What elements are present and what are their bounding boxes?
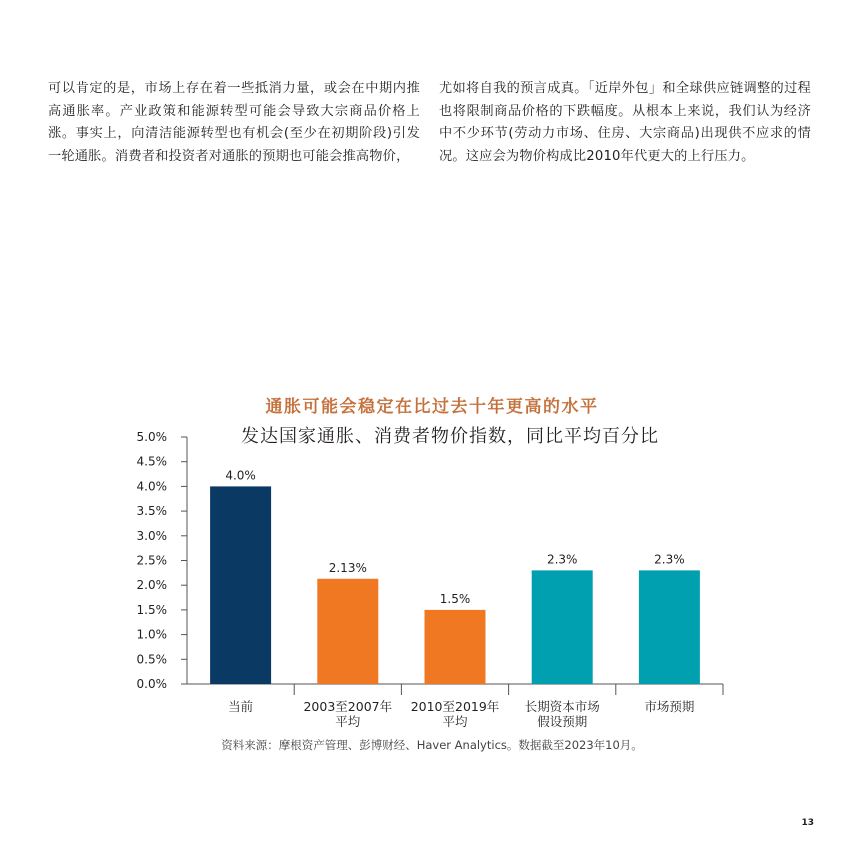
y-tick-label: 4.0% bbox=[136, 479, 167, 494]
x-category-label: 假设预期 bbox=[537, 714, 588, 729]
data-label: 2.3% bbox=[654, 552, 685, 567]
x-category-label: 2003至2007年 bbox=[303, 699, 393, 714]
x-category-label: 当前 bbox=[228, 699, 254, 714]
data-label: 1.5% bbox=[439, 591, 471, 606]
y-tick-label: 4.5% bbox=[136, 454, 167, 469]
data-label: 2.13% bbox=[328, 560, 367, 575]
bar bbox=[317, 579, 378, 684]
y-tick-label: 3.5% bbox=[136, 504, 167, 519]
y-tick-label: 0.0% bbox=[136, 677, 167, 691]
x-category-label: 2010至2019年 bbox=[410, 699, 500, 714]
y-tick-label: 1.5% bbox=[136, 602, 167, 617]
bar bbox=[639, 570, 700, 684]
body-text-left-column: 可以肯定的是，市场上存在着一些抵消力量，或会在中期内推高通胀率。产业政策和能源转型可能会导致大宗商品价格上涨。事实上，向清洁能源转型也有机会(至少在初期阶段)引发一轮通胀。消费者和投资者对通胀的预期也可能会推高物价， bbox=[48, 81, 420, 164]
data-label: 2.3% bbox=[546, 552, 578, 567]
data-label: 4.0% bbox=[225, 468, 256, 483]
y-tick-label: 2.0% bbox=[136, 578, 167, 593]
x-category-label: 平均 bbox=[335, 714, 361, 729]
chart-source-note: 资料来源：摩根资产管理、彭博财经、Haver Analytics。数据截至2023年10月。 bbox=[221, 738, 643, 752]
chart-title: 通胀可能会稳定在比过去十年更高的水平 bbox=[265, 397, 599, 417]
y-tick-label: 0.5% bbox=[136, 652, 167, 667]
body-text-right-column: 尤如将自我的预言成真。「近岸外包」和全球供应链调整的过程也将限制商品价格的下跌幅度。从根本上来说，我们认为经济中不少环节(劳动力市场、住房、大宗商品)出现供不应求的情况。这应会为物价构成比2010年代更大的上行压力。 bbox=[439, 81, 811, 164]
chart-subtitle: 发达国家通胀、消费者物价指数，同比平均百分比 bbox=[241, 426, 659, 447]
x-category-label: 平均 bbox=[442, 714, 468, 729]
page-number: 13 bbox=[801, 818, 814, 828]
x-category-label: 市场预期 bbox=[644, 699, 695, 714]
y-tick-label: 1.0% bbox=[136, 627, 167, 642]
y-tick-label: 5.0% bbox=[136, 430, 167, 444]
x-category-label: 长期资本市场 bbox=[524, 699, 600, 714]
y-tick-label: 2.5% bbox=[136, 553, 167, 568]
y-tick-label: 3.0% bbox=[136, 528, 167, 543]
bar bbox=[210, 486, 271, 684]
bar bbox=[532, 570, 593, 684]
bar bbox=[425, 610, 486, 684]
